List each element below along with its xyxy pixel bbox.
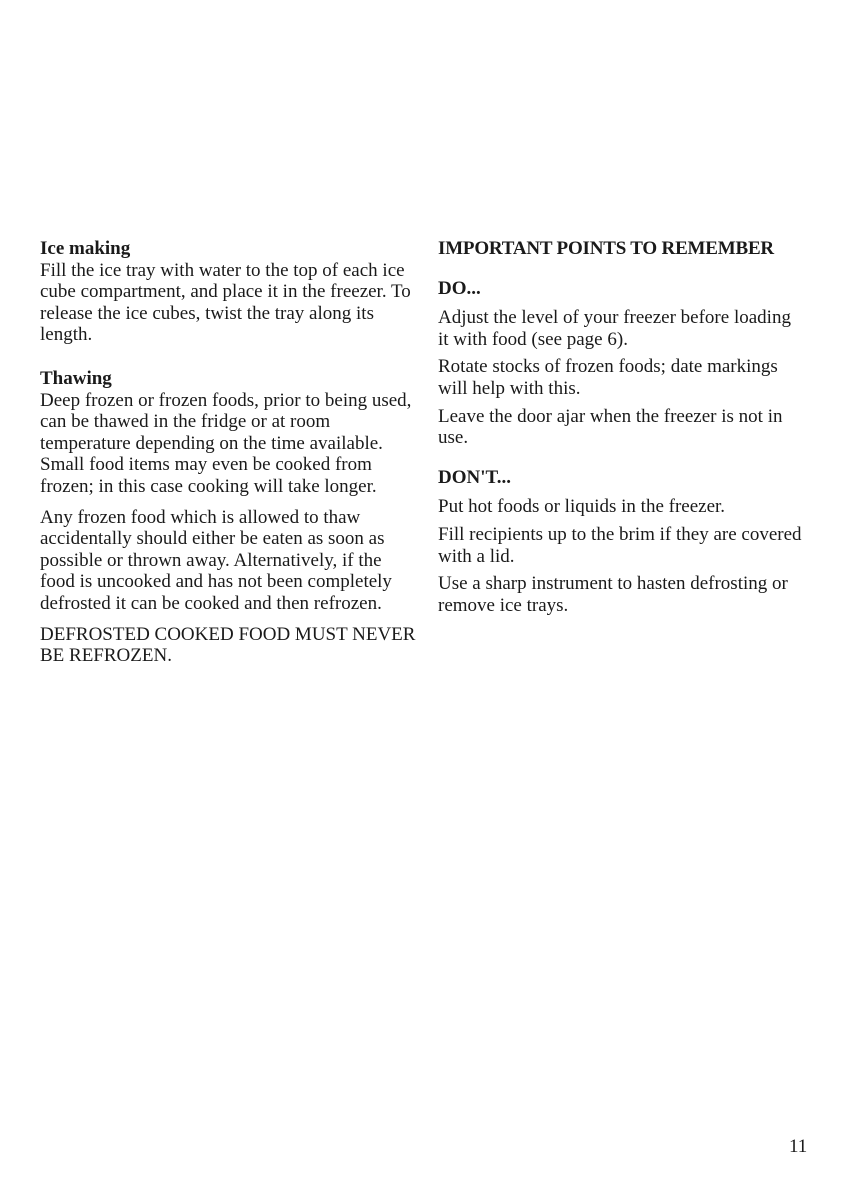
thawing-heading: Thawing: [40, 367, 112, 389]
refreeze-warning: DEFROSTED COOKED FOOD MUST NEVER BE REFROZEN.: [40, 623, 416, 667]
dont-heading: DON'T...: [438, 466, 512, 488]
do-section: [438, 278, 806, 449]
ice-making-text: Fill the ice tray with water to the top of each ice cube compartment, and place it in the freezer. To release the ice cubes, twist the tray along its length.: [40, 259, 411, 346]
ice-making-heading: Ice making: [40, 238, 131, 259]
thawing-paragraph-1: Deep frozen or frozen foods, prior to being used, can be thawed in the fridge or at room temperature depending on the time available. Small food items may even be cooked from frozen; in this case cooking will take longer.: [40, 389, 412, 497]
dont-section: [438, 467, 806, 617]
dont-item: Use a sharp instrument to hasten defrosting or remove ice trays.: [438, 573, 788, 616]
page-number: 11: [789, 1136, 808, 1157]
left-column: [40, 238, 418, 667]
dont-item: Put hot foods or liquids in the freezer.: [438, 496, 726, 518]
thawing-section: [40, 368, 418, 667]
do-item: Adjust the level of your freezer before loading it with food (see page 6).: [438, 307, 791, 350]
ice-making-section: [40, 238, 418, 346]
important-points-title: IMPORTANT POINTS TO REMEMBER: [438, 238, 774, 259]
right-column: [438, 238, 806, 622]
do-item: Leave the door ajar when the freezer is not in use.: [438, 405, 783, 449]
do-item: Rotate stocks of frozen foods; date markings will help with this.: [438, 356, 778, 399]
do-heading: DO...: [438, 277, 481, 299]
thawing-paragraph-2: Any frozen food which is allowed to thaw accidentally should either be eaten as soon as possible or thrown away. Alternatively, if the food is uncooked and has not been completely defrosted it can be cooked and then refrozen.: [40, 506, 392, 614]
dont-item: Fill recipients up to the brim if they are covered with a lid.: [438, 523, 802, 567]
